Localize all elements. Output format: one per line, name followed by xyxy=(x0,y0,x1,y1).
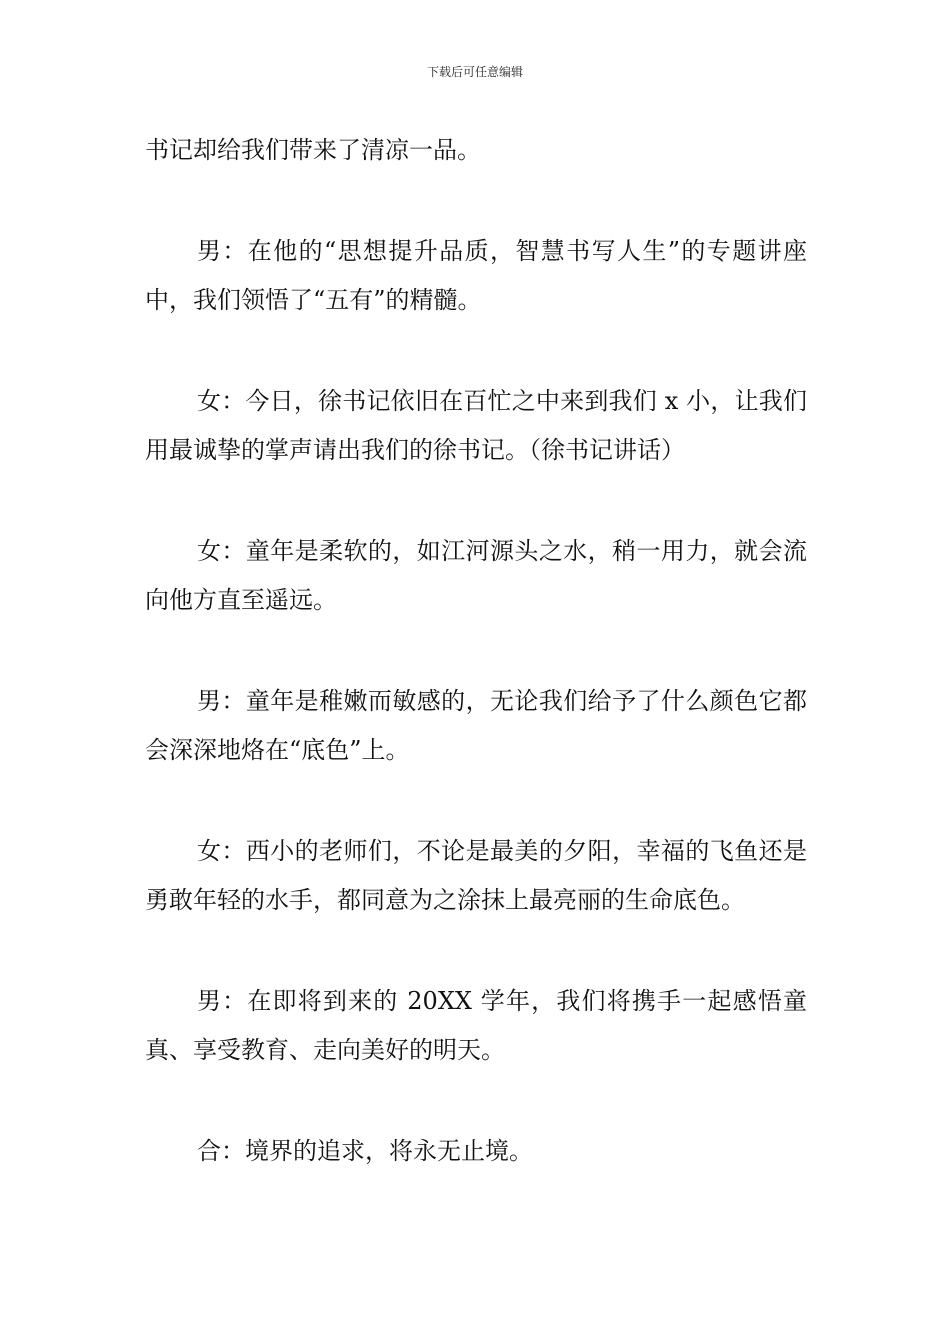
paragraph-female-childhood: 女：童年是柔软的，如江河源头之水，稍一用力，就会流向他方直至遥远。 xyxy=(145,537,807,614)
document-body xyxy=(145,126,807,1228)
paragraph-male-new-year: 男：在即将到来的 20XX 学年，我们将携手一起感悟童真、享受教育、走向美好的明天。 xyxy=(145,987,807,1064)
paragraph-together-closing: 合：境界的追求，将永无止境。 xyxy=(197,1137,533,1165)
paragraph-female-teachers: 女：西小的老师们，不论是最美的夕阳，幸福的飞鱼还是勇敢年轻的水手，都同意为之涂抹上最亮丽的生命底色。 xyxy=(145,837,807,914)
paragraph-male-childhood: 男：童年是稚嫩而敏感的，无论我们给予了什么颜色它都会深深地烙在“底色”上。 xyxy=(145,687,807,764)
page-header: 下载后可任意编辑 xyxy=(426,65,523,79)
paragraph-male-lecture: 男：在他的“思想提升品质，智慧书写人生”的专题讲座中，我们领悟了“五有”的精髓。 xyxy=(145,237,807,314)
paragraph-female-invite: 女：今日，徐书记依旧在百忙之中来到我们 x 小，让我们用最诚挚的掌声请出我们的徐书记。（徐书记讲话） xyxy=(145,387,807,464)
paragraph-continuation: 书记却给我们带来了清凉一品。 xyxy=(145,136,481,164)
